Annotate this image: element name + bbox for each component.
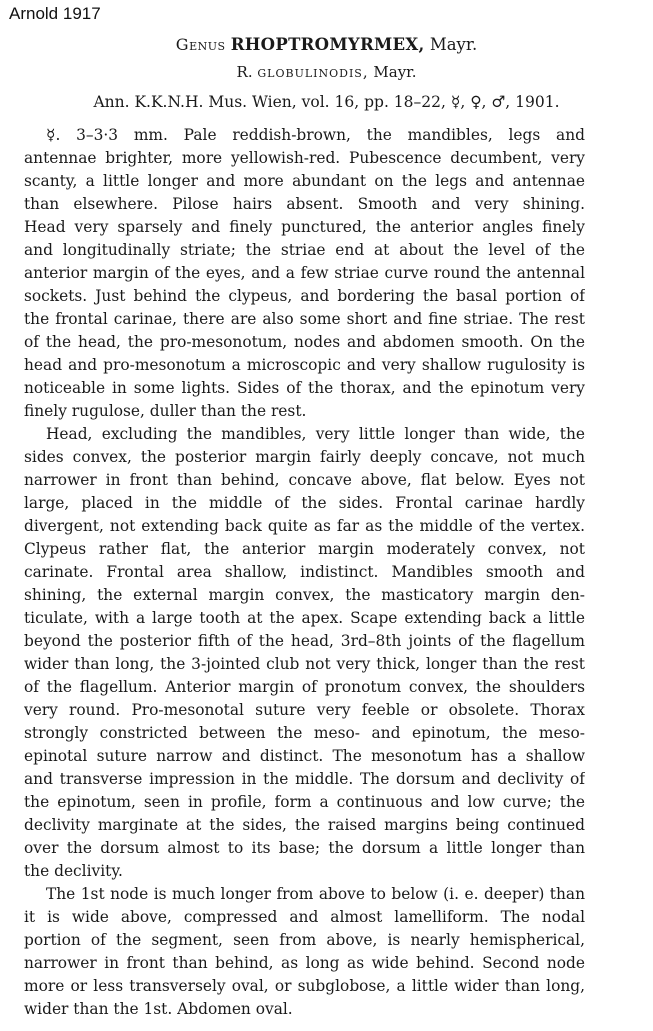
text-line: antennae brighter, more yellowish-red. Pubescence decumbent, very — [24, 149, 585, 167]
genus-prefix: Genus — [175, 35, 226, 54]
text-line: wider than long, the 3-jointed club not very thick, longer than the rest — [24, 655, 585, 673]
text-line: Head, excluding the mandibles, very little longer than wide, the — [46, 425, 585, 443]
text-line: anterior margin of the eyes, and a few striae curve round the antennal — [24, 264, 585, 282]
genus-author: Mayr. — [429, 35, 478, 54]
species-author: Mayr. — [373, 63, 417, 81]
text-line: epinotal suture narrow and distinct. The mesonotum has a shallow — [24, 747, 585, 765]
text-line: sides convex, the posterior margin fairly deeply concave, not much — [24, 448, 585, 466]
text-line: the epinotum, seen in profile, form a continuous and low curve; the — [24, 793, 585, 811]
genus-name: RHOPTROMYRMEX, — [230, 35, 425, 54]
text-line: sockets. Just behind the clypeus, and bordering the basal portion of — [24, 287, 585, 305]
text-line: wider than the 1st. Abdomen oval. — [24, 1000, 293, 1018]
text-line: and transverse impression in the middle. The dorsum and declivity of — [24, 770, 585, 788]
text-line: very round. Pro-mesonotal suture very feeble or obsolete. Thorax — [24, 701, 585, 719]
species-prefix: R. — [236, 63, 253, 81]
text-line: beyond the posterior fifth of the head, 3rd–8th joints of the flagellum — [24, 632, 585, 650]
text-line: head and pro-mesonotum a microscopic and very shallow rugulosity is — [24, 356, 585, 374]
text-line: narrower in front than behind, as long as wide behind. Second node — [24, 954, 585, 972]
text-line: Clypeus rather flat, the anterior margin moderately convex, not — [24, 540, 585, 558]
text-line: of the flagellum. Anterior margin of pronotum convex, the shoulders — [24, 678, 585, 696]
text-line: of the head, the pro-mesonotum, nodes and abdomen smooth. On the — [24, 333, 585, 351]
text-line: portion of the segment, seen from above, is nearly hemispherical, — [24, 931, 585, 949]
text-line: shining, the external margin convex, the masticatory margin den- — [24, 586, 585, 604]
species-heading — [0, 63, 653, 81]
description-text — [24, 124, 585, 1021]
document-label: Arnold 1917 — [9, 4, 101, 23]
text-line: carinate. Frontal area shallow, indistinct. Mandibles smooth and — [24, 563, 585, 581]
genus-heading — [0, 35, 653, 54]
text-line: noticeable in some lights. Sides of the thorax, and the epinotum very — [24, 379, 585, 397]
text-line: The 1st node is much longer from above to below (i. e. deeper) than — [46, 885, 585, 903]
text-line: ☿. 3–3·3 mm. Pale reddish-brown, the mandibles, legs and — [46, 126, 585, 144]
text-line: finely rugulose, duller than the rest. — [24, 402, 307, 420]
text-line: large, placed in the middle of the sides. Frontal carinae hardly — [24, 494, 585, 512]
paragraph — [24, 883, 585, 1021]
text-line: more or less transversely oval, or subglobose, a little wider than long, — [24, 977, 585, 995]
text-line: over the dorsum almost to its base; the dorsum a little longer than — [24, 839, 585, 857]
text-line: narrower in front than behind, concave above, flat below. Eyes not — [24, 471, 585, 489]
text-line: Head very sparsely and finely punctured, the anterior angles finely — [24, 218, 585, 236]
text-line: the frontal carinae, there are also some short and fine striae. The rest — [24, 310, 585, 328]
text-line: and longitudinally striate; the striae end at about the level of the — [24, 241, 585, 259]
text-line: the declivity. — [24, 862, 123, 880]
species-name: globulinodis, — [257, 63, 369, 81]
citation-reference: Ann. K.K.N.H. Mus. Wien, vol. 16, pp. 18–22, ☿, ♀, ♂, 1901. — [93, 93, 560, 111]
text-line: scanty, a little longer and more abundant on the legs and antennae — [24, 172, 585, 190]
text-line: declivity marginate at the sides, the raised margins being continued — [24, 816, 585, 834]
text-line: divergent, not extending back quite as far as the middle of the vertex. — [24, 517, 585, 535]
text-line: ticulate, with a large tooth at the apex. Scape extending back a little — [24, 609, 585, 627]
text-line: strongly constricted between the meso- and epinotum, the meso- — [24, 724, 585, 742]
text-line: than elsewhere. Pilose hairs absent. Smooth and very shining. — [24, 195, 585, 213]
paragraph — [24, 423, 585, 883]
text-line: it is wide above, compressed and almost lamelliform. The nodal — [24, 908, 585, 926]
paragraph — [24, 124, 585, 423]
